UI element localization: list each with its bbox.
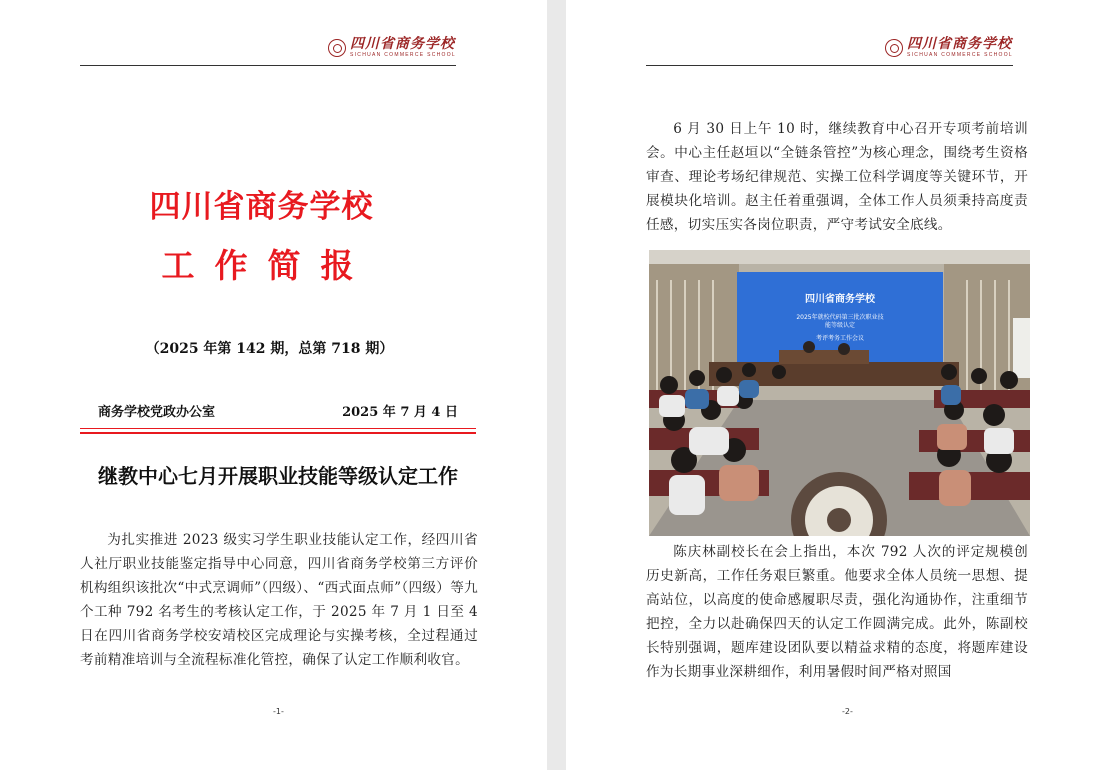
meeting-photo (649, 250, 1030, 536)
page-number: -1- (273, 707, 284, 716)
document-page-2 (566, 0, 1111, 770)
header-school-name-en: SICHUAN COMMERCE SCHOOL (906, 52, 1013, 58)
red-divider-thick (80, 432, 476, 434)
school-logo (328, 36, 456, 60)
screen-subtitle-3: 考评考务工作会议 (815, 335, 865, 342)
school-title: 四川省商务学校 (149, 189, 374, 225)
body-paragraph: 陈庆林副校长在会上指出，本次 792 人次的评定规模创历史新高，工作任务艰巨繁重。他要求全体人员统一思想、提高站位，以高度的使命感履职尽责，强化沟通协作，注重细节把控，全力以赴确保四天的认定工作圆满完成。此外，陈副校长特别强调，题库建设团队要以精益求精的态度，将题库建设作为长期事业深耕细作，利用暑假时间严格对照国 (646, 544, 1028, 680)
body-paragraph: 6 月 30 日上午 10 时，继续教育中心召开专项考前培训会。中心主任赵垣以“全链条管控”为核心理念，围绕考生资格审查、理论考场纪律规范、实操工位科学调度等关键环节，开展模块化培训。赵主任着重强调，全体工作人员须秉持高度责任感，切实压实各岗位职责，严守考试安全底线。 (646, 121, 1028, 233)
red-divider-thin (80, 428, 476, 429)
header-school-name: 四川省商务学校 (906, 36, 1012, 52)
header-rule (80, 65, 456, 66)
screen-subtitle-2: 能等级认定 (824, 322, 856, 329)
screen-subtitle-1: 2025年就校代码第三批次职业技 (796, 314, 884, 321)
school-seal-icon (885, 39, 903, 57)
page-number: -2- (842, 707, 853, 716)
document-page-1 (0, 0, 547, 770)
issuer-row (98, 401, 458, 421)
school-seal-icon (328, 39, 346, 57)
page-header (646, 36, 1013, 66)
header-school-name: 四川省商务学校 (349, 36, 455, 52)
header-school-name-en: SICHUAN COMMERCE SCHOOL (349, 52, 456, 58)
article-title: 继教中心七月开展职业技能等级认定工作 (98, 464, 458, 488)
issuing-office: 商务学校党政办公室 (98, 405, 216, 420)
school-logo (885, 36, 1013, 60)
screen-title: 四川省商务学校 (805, 294, 875, 305)
header-rule (646, 65, 1013, 66)
brief-title: 工作简报 (161, 246, 374, 285)
body-paragraph: 为扎实推进 2023 级实习学生职业技能认定工作，经四川省人社厅职业技能鉴定指导中心同意，四川省商务学校第三方评价机构组织该批次“中式烹调师”（四级）、“西式面点师”（四级）等九个工种 792 名考生的考核认定工作，于 2025 年 7 月 1 日至 4 日在四川省商务学校安靖校区完成理论与实操考核，全过程通过考前精准培训与全流程标准化管控，确保了认定工作顺利收官。 (80, 532, 478, 668)
page-header (80, 36, 456, 66)
issue-date: 2025 年 7 月 4 日 (342, 405, 458, 420)
issue-number: （2025 年第 142 期，总第 718 期） (145, 341, 394, 357)
